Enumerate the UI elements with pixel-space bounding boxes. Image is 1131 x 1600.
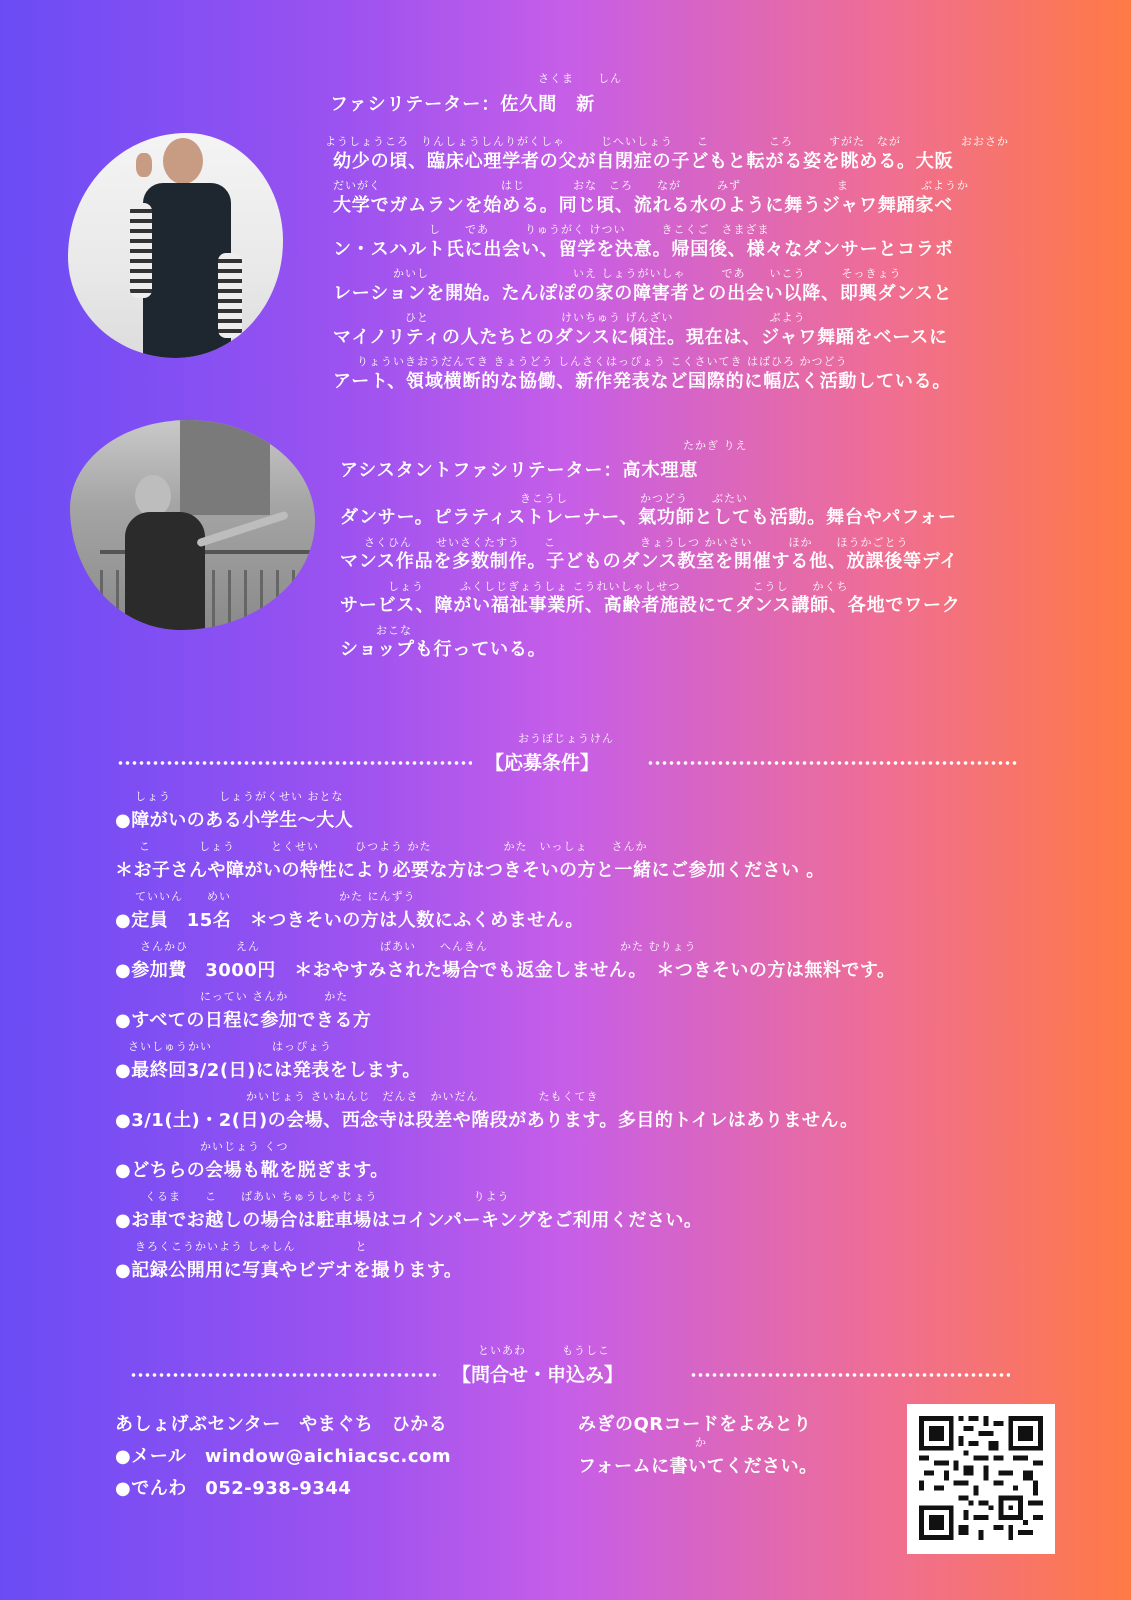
condition-item: ●すべての日程に参加できる方 bbox=[115, 1010, 372, 1031]
condition-item: ＊お子さんや障がいの特性により必要な方はつきそいの方と一緒にご参加ください 。 bbox=[115, 860, 825, 881]
condition-ruby: くるま こ ばあい ちゅうしゃじょう りよう bbox=[145, 1190, 510, 1203]
bio-line: 幼少の頃、臨床心理学者の父が自閉症の子どもと転がる姿を眺める。大阪 bbox=[333, 151, 954, 172]
bio-line: 大学でガムランを始める。同じ頃、流れる水のように舞うジャワ舞踊家ベ bbox=[333, 195, 954, 216]
bio-ruby: しょう ふくしじぎょうしょ こうれいしゃしせつ こうし かくち bbox=[340, 580, 849, 593]
conditions-header-ruby: おうぼじょうけん bbox=[518, 732, 614, 745]
condition-ruby: さいしゅうかい はっぴょう bbox=[128, 1040, 332, 1053]
condition-item: ●お車でお越しの場合は駐車場はコインパーキングをご利用ください。 bbox=[115, 1210, 703, 1231]
contact-header bbox=[130, 1360, 1010, 1390]
condition-item: ●参加費 3000円 ＊おやすみされた場合でも返金しません。 ＊つきそいの方は無料です。 bbox=[115, 960, 896, 981]
qr-ruby: か bbox=[695, 1436, 707, 1449]
bio-ruby: ようしょうころ りんしょうしんりがくしゃ じへいしょう こ ころ すがた なが おおさか bbox=[325, 135, 1009, 148]
conditions-title: 【応募条件】 bbox=[485, 752, 600, 774]
bio-ruby: おこな bbox=[340, 624, 412, 637]
contact-tel[interactable]: ●でんわ 052-938-9344 bbox=[115, 1478, 352, 1499]
qr-code-icon bbox=[919, 1416, 1043, 1540]
facilitator-title-ruby: さくま しん bbox=[538, 72, 622, 85]
contact-header-ruby: といあわ もうしこ bbox=[478, 1344, 610, 1357]
condition-ruby: ていいん めい かた にんずう bbox=[135, 890, 416, 903]
bio-line: アート、領域横断的な協働、新作発表など国際的に幅広く活動している。 bbox=[333, 371, 952, 392]
qr-code[interactable] bbox=[907, 1404, 1055, 1554]
dotted-divider bbox=[647, 761, 1017, 765]
conditions-header bbox=[117, 748, 1017, 778]
bio-ruby: りょういきおうだんてき きょうどう しんさくはっぴょう こくさいてき はばひろ かつどう bbox=[333, 355, 848, 368]
condition-ruby: かいじょう さいねんじ だんさ かいだん たもくてき bbox=[150, 1090, 599, 1103]
condition-ruby: にってい さんか かた bbox=[140, 990, 349, 1003]
facilitator-title: ファシリテーター：佐久間 新 bbox=[330, 94, 596, 115]
contact-mail[interactable]: ●メール window@aichiacsc.com bbox=[115, 1446, 452, 1467]
condition-item: ●定員 15名 ＊つきそいの方は人数にふくめません。 bbox=[115, 910, 584, 931]
bio-line: ショップも行っている。 bbox=[340, 639, 547, 660]
condition-item: ●どちらの会場も靴を脱ぎます。 bbox=[115, 1160, 389, 1181]
condition-item: ●3/1(土)・2(日)の会場、西念寺は段差や階段があります。多目的トイレはありません。 bbox=[115, 1110, 859, 1131]
dotted-divider bbox=[690, 1373, 1010, 1377]
bio-ruby: きこうし かつどう ぶたい bbox=[340, 492, 748, 505]
bio-ruby: かいし いえ しょうがいしゃ であ いこう そっきょう bbox=[333, 267, 902, 280]
bio-line: ン・スハルト氏に出会い、留学を決意。帰国後、様々なダンサーとコラボ bbox=[333, 239, 954, 260]
bio-ruby: ひと けいちゅう げんざい ぶよう bbox=[333, 311, 806, 324]
assistant-title: アシスタントファシリテーター：高木理恵 bbox=[340, 460, 699, 481]
condition-item: ●障がいのある小学生〜大人 bbox=[115, 810, 354, 831]
dotted-divider bbox=[130, 1373, 440, 1377]
assistant-title-ruby: たかぎ りえ bbox=[683, 439, 748, 452]
qr-instruction-1: みぎのQRコードをよみとり bbox=[578, 1414, 812, 1435]
facilitator-photo bbox=[68, 133, 283, 358]
condition-ruby: こ しょう とくせい ひつよう かた かた いっしょ さんか bbox=[115, 840, 648, 853]
bio-ruby: し であ りゅうがく けつい きこくご さまざま bbox=[333, 223, 770, 236]
bio-ruby: だいがく はじ おな ころ なが みず ま ぶようか bbox=[333, 179, 969, 192]
dotted-divider bbox=[117, 761, 472, 765]
bio-ruby: さくひん せいさくたすう こ きょうしつ かいさい ほか ほうかごとう bbox=[340, 536, 909, 549]
condition-ruby: しょう しょうがくせい おとな bbox=[135, 790, 344, 803]
condition-item: ●記録公開用に写真やビデオを撮ります。 bbox=[115, 1260, 463, 1281]
bio-line: マンス作品を多数制作。子どものダンス教室を開催する他、放課後等デイ bbox=[340, 551, 959, 572]
condition-ruby: さんかひ えん ばあい へんきん かた むりょう bbox=[140, 940, 697, 953]
bio-line: レーションを開始。たんぽぽの家の障害者との出会い以降、即興ダンスと bbox=[333, 283, 953, 304]
bio-line: マイノリティの人たちとのダンスに傾注。現在は、ジャワ舞踊をベースに bbox=[333, 327, 948, 348]
assistant-photo bbox=[70, 420, 315, 630]
condition-item: ●最終回3/2(日)には発表をします。 bbox=[115, 1060, 421, 1081]
contact-title: 【問合せ・申込み】 bbox=[452, 1364, 624, 1386]
contact-org: あしょげぶセンター やまぐち ひかる bbox=[115, 1414, 448, 1435]
condition-ruby: きろくこうかいよう しゃしん と bbox=[135, 1240, 368, 1253]
qr-instruction-2: フォームに書いてください。 bbox=[578, 1456, 818, 1477]
bio-line: サービス、障がい福祉事業所、高齢者施設にてダンス講師、各地でワーク bbox=[340, 595, 961, 616]
condition-ruby: かいじょう くつ bbox=[140, 1140, 289, 1153]
bio-line: ダンサー。ピラティストレーナー、氣功師としても活動。舞台やパフォー bbox=[340, 507, 957, 528]
